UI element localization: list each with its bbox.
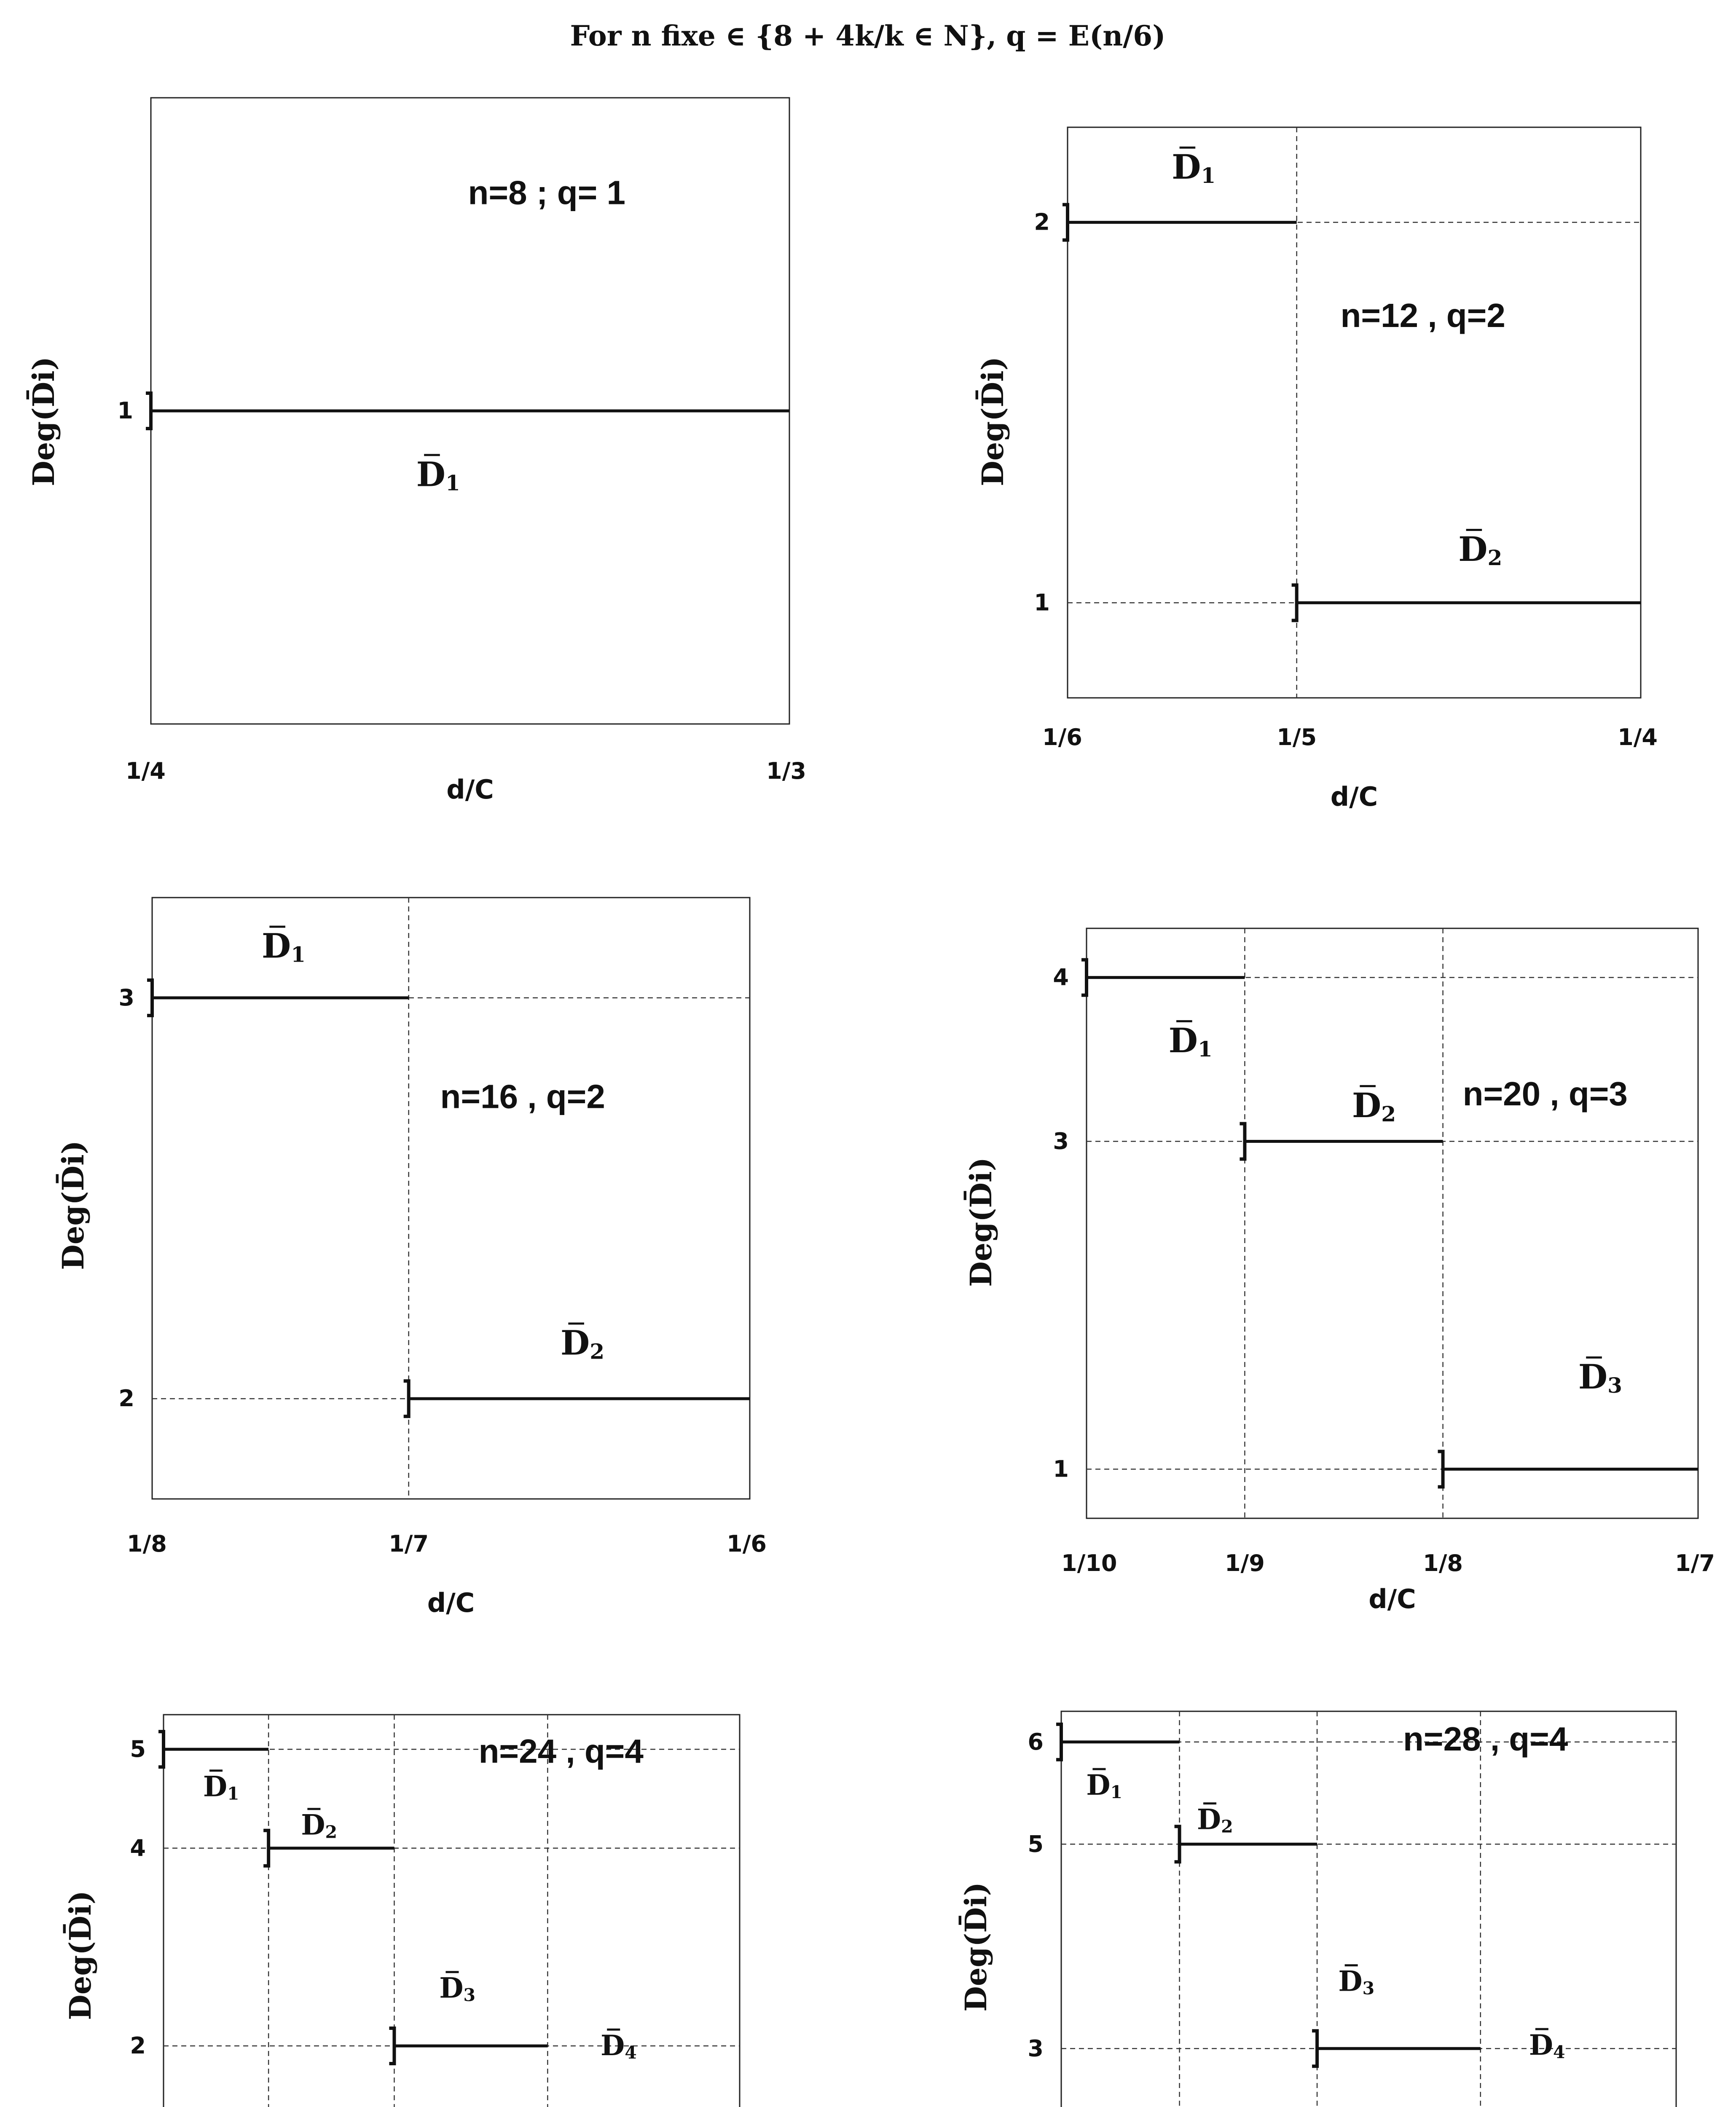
plot-frame	[1087, 928, 1698, 1518]
panel-annotation: n=8 ; q= 1	[468, 174, 626, 212]
y-axis-title: Deg(D̄i)	[63, 1890, 98, 2020]
x-tick-label: 1/7	[389, 1531, 429, 1557]
open-bracket-marker	[1056, 1724, 1061, 1760]
open-bracket-marker	[1081, 960, 1087, 995]
plot-frame	[164, 1715, 740, 2107]
panel-annotation: n=20 , q=3	[1462, 1075, 1628, 1112]
chart-panel-5	[63, 1715, 757, 2107]
x-axis-title: d/C	[427, 1587, 475, 1618]
plot-frame	[152, 898, 750, 1499]
y-tick-label: 5	[1028, 1831, 1044, 1858]
series-label-d1: D1	[416, 454, 460, 496]
chart-panel-4	[963, 928, 1715, 1614]
series-label-d1: D1	[1172, 147, 1216, 188]
y-tick-label: 1	[1053, 1456, 1069, 1482]
x-axis-title: d/C	[446, 774, 494, 805]
figure-title: For n fixe ∈ {8 + 4k/k ∈ N}, q = E(n/6)	[570, 19, 1166, 52]
y-axis-title: Deg(D̄i)	[958, 1882, 993, 2012]
series-label-d2: D2	[1458, 529, 1503, 571]
open-bracket-marker	[1438, 1451, 1443, 1487]
series-label-d4: D4	[1529, 2028, 1565, 2062]
y-axis-title: Deg(D̄i)	[26, 357, 61, 486]
y-tick-label: 4	[130, 1834, 146, 1861]
y-tick-label: 3	[1053, 1128, 1069, 1155]
x-tick-label: 1/5	[1277, 724, 1317, 751]
x-tick-label: 1/6	[1042, 724, 1082, 751]
x-axis-title: d/C	[1368, 1584, 1416, 1614]
y-tick-label: 4	[1053, 964, 1069, 991]
x-tick-label: 1/8	[127, 1531, 167, 1557]
open-bracket-marker	[1063, 205, 1068, 240]
open-bracket-marker	[147, 980, 152, 1016]
y-tick-label: 2	[118, 1385, 134, 1412]
y-tick-label: 5	[130, 1736, 146, 1763]
open-bracket-marker	[146, 393, 151, 429]
series-label-d2: D2	[1352, 1086, 1396, 1126]
x-tick-label: 1/3	[766, 758, 806, 784]
y-tick-label: 1	[1034, 589, 1050, 616]
series-label-d3: D3	[1578, 1357, 1622, 1398]
chart-panel-1	[26, 98, 806, 805]
chart-panel-6	[958, 1711, 1693, 2107]
series-label-d2: D2	[301, 1808, 337, 1842]
panel-annotation: n=12 , q=2	[1340, 296, 1505, 334]
y-tick-label: 3	[118, 984, 134, 1011]
series-label-d3: D3	[439, 1971, 476, 2005]
panel-annotation: n=24 , q=4	[478, 1732, 644, 1770]
chart-panel-2	[975, 127, 1658, 812]
panel-annotation: n=16 , q=2	[440, 1078, 605, 1115]
y-tick-label: 1	[117, 397, 133, 424]
x-tick-label: 1/8	[1423, 1550, 1463, 1576]
y-axis-title: Deg(D̄i)	[963, 1157, 998, 1287]
series-label-d1: D1	[261, 926, 306, 967]
y-tick-label: 2	[1034, 209, 1050, 236]
series-label-d2: D2	[560, 1323, 605, 1364]
y-axis-title: Deg(D̄i)	[975, 357, 1010, 486]
y-tick-label: 6	[1028, 1728, 1044, 1755]
x-tick-label: 1/4	[126, 758, 166, 784]
series-label-d1: D1	[1086, 1768, 1123, 1802]
series-label-d2: D2	[1197, 1803, 1233, 1837]
open-bracket-marker	[158, 1732, 164, 1767]
series-label-d3: D3	[1338, 1965, 1375, 1999]
plot-frame	[1068, 127, 1641, 698]
panel-annotation: n=28 , q=4	[1403, 1720, 1568, 1758]
x-axis-title: d/C	[1330, 781, 1378, 812]
y-tick-label: 2	[130, 2032, 146, 2059]
x-tick-label: 1/7	[1675, 1550, 1715, 1576]
series-label-d1: D1	[1168, 1021, 1213, 1062]
y-axis-title: Deg(D̄i)	[56, 1140, 91, 1270]
chart-panel-3	[56, 898, 767, 1618]
series-label-d1: D1	[203, 1770, 239, 1804]
x-tick-label: 1/9	[1224, 1550, 1265, 1576]
open-bracket-marker	[389, 2028, 394, 2064]
x-tick-label: 1/6	[727, 1531, 767, 1557]
x-tick-label: 1/10	[1061, 1550, 1117, 1576]
series-label-d4: D4	[601, 2029, 637, 2063]
y-tick-label: 3	[1028, 2035, 1044, 2062]
x-tick-label: 1/4	[1618, 724, 1658, 751]
